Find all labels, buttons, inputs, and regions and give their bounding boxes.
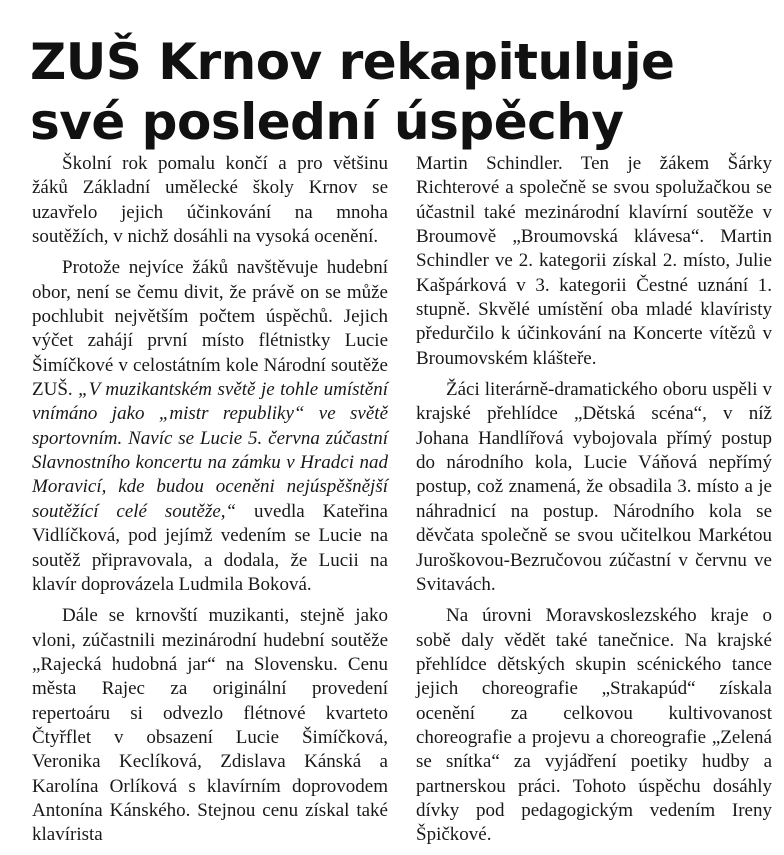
right-column — [416, 152, 772, 855]
quote-vidlickova: „V muzikantském světě je tohle umístění vnímáno jako „mistr republiky“ ve světě sportovním. Navíc se Lucie 5. června zúčastní Slavnostního koncertu na zámku v Hradci nad Moravicí, kde budou oceněni nejúspěšnější soutěžící celé soutěže,“ — [32, 379, 388, 522]
paragraph-music-department — [32, 256, 388, 597]
paragraph-music-text-end: uvedla Kateřina Vidlíčková, pod jejímž vedením se Lucie na soutěž připravovala, a dodala, že Lucii na klavír doprovázela Ludmila Boková. — [32, 500, 388, 595]
paragraph-broumov-competition: Martin Schindler. Ten je žákem Šárky Richterové a společně se svou spolužačkou se účastnil také mezinárodní klavírní soutěže v Broumově „Broumovská klávesa“. Martin Schindler ve 2. kategorii získal 2. místo, Julie Kašpárková v 3. kategorii Čestné uznání 1. stupně. Skvělé umístění oba mladé klavíristy předurčilo k účinkování na Koncerte vítězů v Broumovském klášteře. — [416, 153, 772, 369]
headline-line-1: ZUŠ Krnov rekapituluje — [30, 33, 675, 91]
paragraph-intro: Školní rok pomalu končí a pro většinu žáků Základní umělecké školy Krnov se uzavřelo jejich účinkování na mnoha soutěžích, v nichž dosáhli na vysoká ocenění. — [32, 153, 388, 248]
headline-line-2: své poslední úspěchy — [30, 93, 624, 151]
paragraph-drama-department: Žáci literárně-dramatického oboru uspěli v krajské přehlídce „Dětská scéna“, v níž Johana Handlířová vybojovala přímý postup do národního kola, Lucie Váňová nepřímý postup, což znamená, že obsadila 3. místo a je náhradnicí na postup. Národního kola se děvčata společně se svou učitelkou Markétou Juroškovou-Bezručovou zúčastní v červnu ve Svitavách. — [416, 379, 772, 595]
paragraph-rajec-competition: Dále se krnovští muzikanti, stejně jako vloni, zúčastnili mezinárodní hudební soutěže „Rajecká hudobná jar“ na Slovensku. Cenu města Rajec za originální provedení repertoáru si odvezlo flétnové kvarteto Čtyřflet v obsazení Lucie Šimíčková, Veronika Keclíková, Zdislava Kánská a Karolína Orlíková s klavírním doprovodem Antonína Kánského. Stejnou cenu získal také klavírista — [32, 605, 388, 846]
left-column — [32, 152, 388, 854]
article-headline — [30, 32, 770, 152]
paragraph-dance-department: Na úrovni Moravskoslezského kraje o sobě daly vědět také tanečnice. Na krajské přehlídce dětských skupin scénického tance jejich choreografie „Strakapúd“ získala ocenění za celkovou kultivovanost choreografie a projevu a choreografie „Zelená se snítka“ za vyjádření poetiky hudby a partnerskou práci. Tohoto úspěchu dosáhly dívky pod pedagogickým vedením Ireny Špičkové. — [416, 605, 772, 846]
paragraph-music-text-start: Protože nejvíce žáků navštěvuje hudební obor, není se čemu divit, že právě on se může pochlubit největším počtem úspěchů. Jejich výčet zahájí první místo flétnistky Lucie Šimíčkové v celostátním kole Národní soutěže ZUŠ. — [32, 257, 388, 401]
